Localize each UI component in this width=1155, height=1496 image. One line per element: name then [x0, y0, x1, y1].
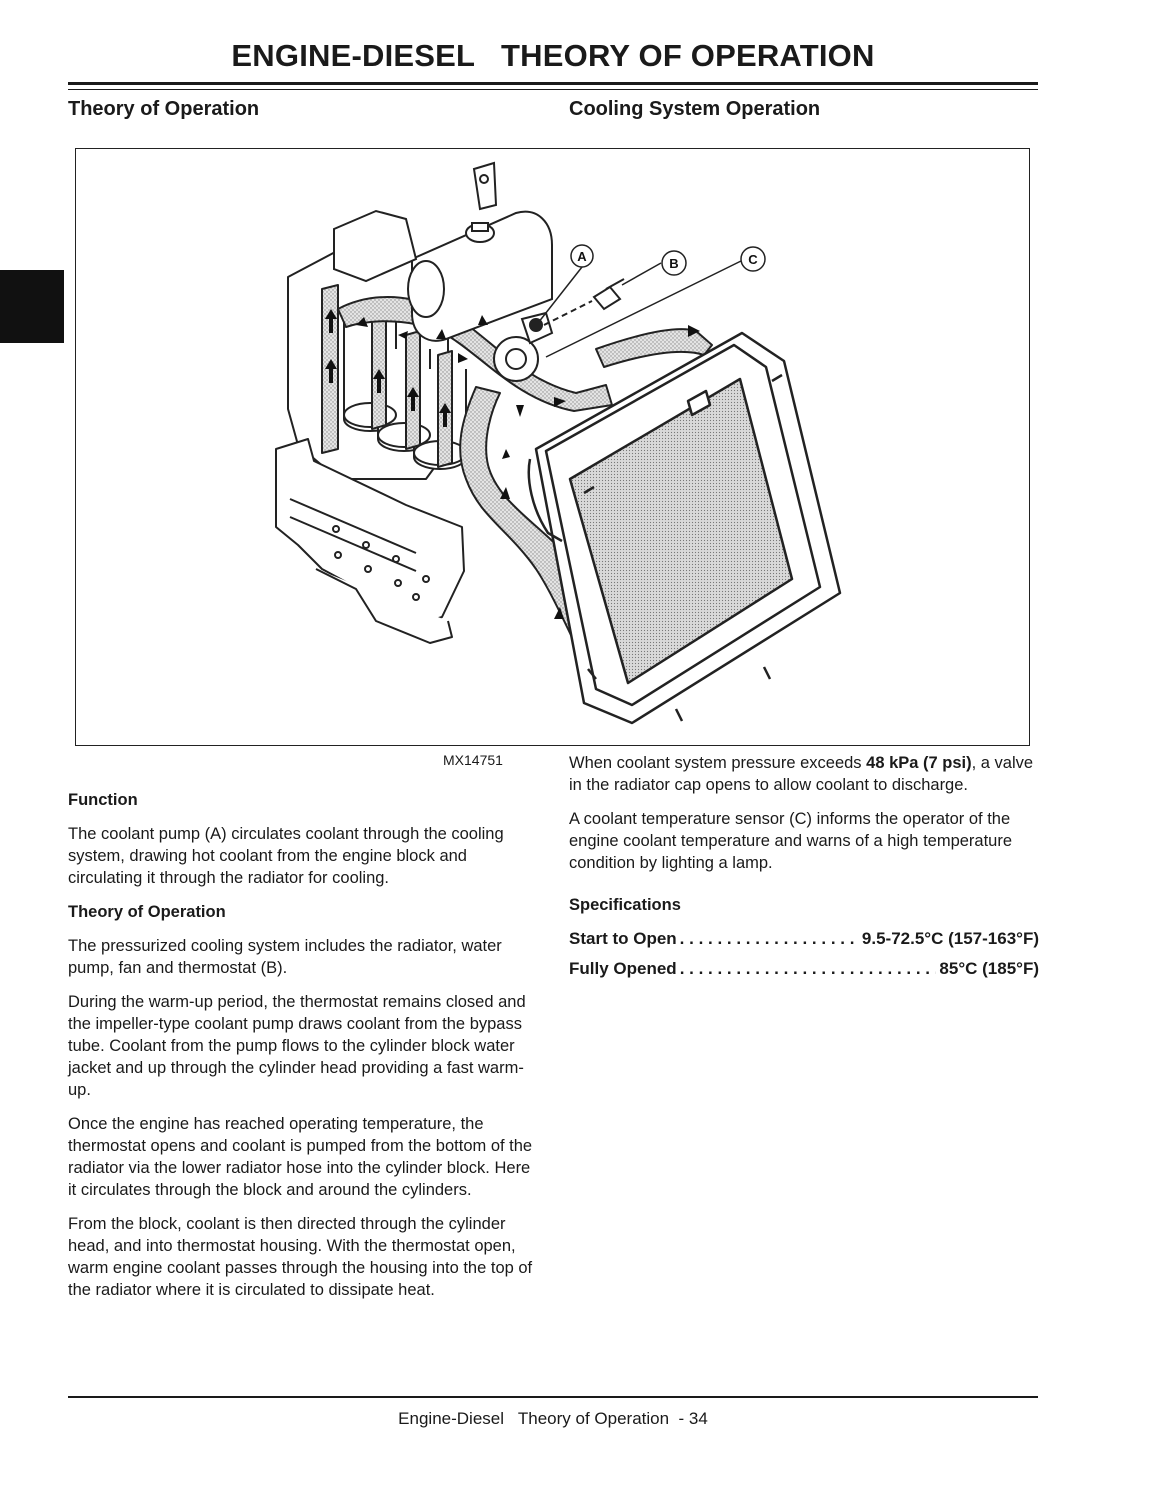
spec-leader-dots: [680, 958, 937, 980]
spec-row: [569, 928, 1039, 950]
pressure-text-after: , a valve in the radiator cap opens to allow coolant to discharge.: [569, 754, 1034, 794]
title-rule-thick: [68, 82, 1038, 85]
title-rule-thin: [68, 89, 1038, 90]
function-text: The coolant pump (A) circulates coolant through the cooling system, drawing hot coolant from the engine block and circulating it through the radiator for cooling.: [68, 825, 504, 887]
page-title: ENGINE-DIESEL THEORY OF OPERATION: [231, 38, 875, 73]
specifications-heading: Specifications: [569, 896, 681, 914]
callout-label-c: C: [748, 252, 758, 267]
callout-label-b: B: [669, 256, 679, 271]
pressure-value: 48 kPa (7 psi): [866, 754, 972, 772]
left-section-heading: Theory of Operation: [68, 98, 260, 120]
spec-value: 85°C (185°F): [939, 959, 1039, 978]
function-heading: Function: [68, 791, 138, 809]
sensor-paragraph: A coolant temperature sensor (C) informs the operator of the engine coolant temperature and warns of a high temperature condition by lighting a lamp.: [569, 810, 1013, 872]
right-section-heading: Cooling System Operation: [569, 98, 821, 120]
cooling-system-figure: [75, 148, 1030, 746]
spec-label: Start to Open: [569, 929, 677, 948]
water-pump-housing: [494, 313, 552, 381]
theory-heading: Theory of Operation: [68, 903, 226, 921]
pressure-paragraph: [569, 752, 1039, 796]
engine-radiator-illustration: [76, 149, 1029, 745]
figure-id: MX14751: [443, 752, 503, 768]
section-tab-marker: [0, 270, 64, 343]
page-footer: Engine-Diesel Theory of Operation - 34: [398, 1409, 708, 1428]
spec-leader-dots: [680, 928, 859, 950]
theory-paragraph: The pressurized cooling system includes the radiator, water pump, fan and thermostat (B).: [68, 937, 502, 977]
theory-paragraph: From the block, coolant is then directed through the cylinder head, and into thermostat housing. With the thermostat open, warm engine coolant passes through the housing into the top of the radiator where it is circulated to dissipate heat.: [68, 1215, 533, 1299]
theory-paragraph: Once the engine has reached operating temperature, the thermostat opens and coolant is pumped from the bottom of the radiator via the lower radiator hose into the cylinder block. Here it circulates through the block and around the cylinders.: [68, 1115, 533, 1199]
callout-C: [741, 247, 765, 271]
left-column: [68, 789, 538, 1313]
callout-B: [662, 251, 686, 275]
spec-label: Fully Opened: [569, 959, 677, 978]
footer-rule: [68, 1396, 1038, 1398]
callout-A: [571, 245, 593, 267]
pressure-text-before: When coolant system pressure exceeds: [569, 754, 867, 772]
right-column: [569, 752, 1039, 988]
thermostat-part: [544, 279, 624, 325]
spec-row: [569, 958, 1039, 980]
theory-paragraph: During the warm-up period, the thermostat remains closed and the impeller-type coolant pump draws coolant from the bypass tube. Coolant from the pump flows to the cylinder block water jacket and up through the cylinder head providing a fast warm-up.: [68, 993, 526, 1099]
radiator: [529, 333, 840, 723]
coolant-reservoir: [408, 163, 552, 341]
callout-label-a: A: [577, 249, 587, 264]
spec-value: 9.5-72.5°C (157-163°F): [861, 929, 1039, 948]
